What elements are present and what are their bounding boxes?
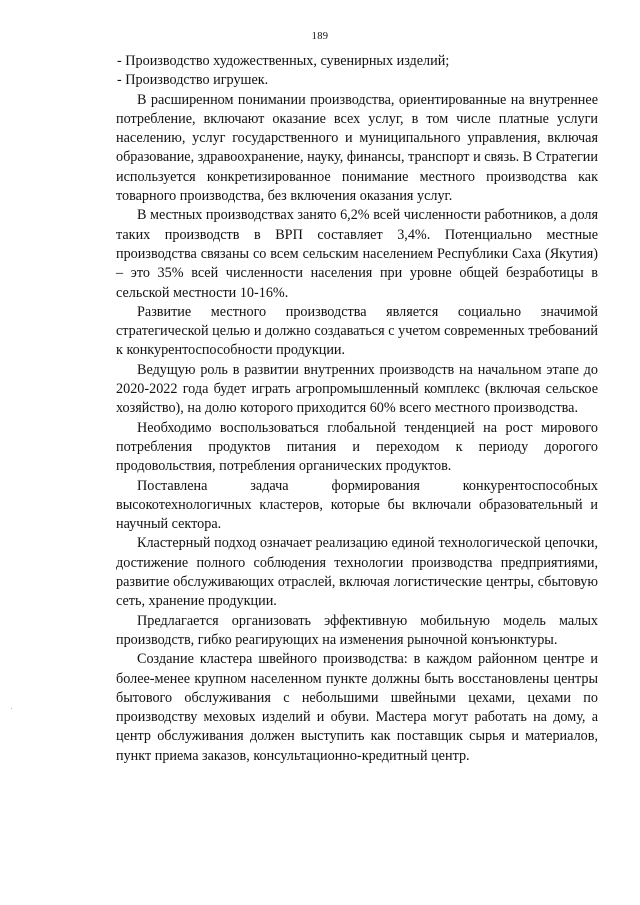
paragraph-sewing-cluster: Создание кластера швейного производства: в каждом районном центре и более-менее крупном населенном пункте должны быть восстановлены центры бытового обслуживания с небольшими швейными цехами, цехами по производству меховых изделий и обуви. Мастера могут работать на дому, а центр обслуживания должен выступить как поставщик сырья и материалов, пункт приема заказов, консультационно-кредитный центр.: [116, 651, 598, 764]
document-body: [116, 52, 598, 766]
paragraph-employment-share: В местных производствах занято 6,2% всей численности работников, а доля таких производств в ВРП составляет 3,4%. Потенциально местные производства связаны со всем сельским населением Республики Саха (Якутия) – это 35% всей численности населения при уровне общей безработицы в сельской местности 10-16%.: [116, 207, 598, 301]
paragraph-broad-understanding: В расширенном понимании производства, ориентированные на внутреннее потребление, включают оказание всех услуг, в том числе платные услуги населению, услуг государственного и муниципального управления, включая образование, здравоохранение, науку, финансы, транспорт и связь. В Стратегии используется конкретизированное понимание местного производства как товарного производства, без включения оказания услуг.: [116, 91, 598, 205]
page-number: 189: [311, 31, 329, 42]
paragraph-clusters-task: Поставлена задача формирования конкурентоспособных высокотехнологичных кластеров, которые бы включали образовательный и научный сектора.: [116, 477, 598, 533]
paragraph-cluster-approach: Кластерный подход означает реализацию единой технологической цепочки, достижение полного соблюдения технологии производства предприятиями, развитие обслуживающих отраслей, включая логистические центры, сбытовую сеть, хранение продукции.: [116, 535, 598, 610]
list-item-toys: - Производство игрушек.: [117, 72, 269, 89]
paragraph-agro-complex: Ведущую роль в развитии внутренних производств на начальном этапе до 2020-2022 года будет играть агропромышленный комплекс (включая сельское хозяйство), на долю которого приходится 60% всего местного производства.: [116, 361, 598, 417]
paragraph-mobile-model: Предлагается организовать эффективную мобильную модель малых производств, гибко реагирующих на изменения рыночной конъюнктуры.: [116, 612, 598, 648]
list-item-souvenirs: - Производство художественных, сувенирных изделий;: [117, 53, 450, 69]
scan-speck: [11, 708, 12, 709]
paragraph-strategic-goal: Развитие местного производства является социально значимой стратегической целью и должно создаваться с учетом современных требований к конкурентоспособности продукции.: [116, 303, 598, 359]
paragraph-food-trend: Необходимо воспользоваться глобальной тенденцией на рост мирового потребления продуктов питания и переходом к периоду дорогого продовольствия, потребления органических продуктов.: [116, 419, 598, 475]
